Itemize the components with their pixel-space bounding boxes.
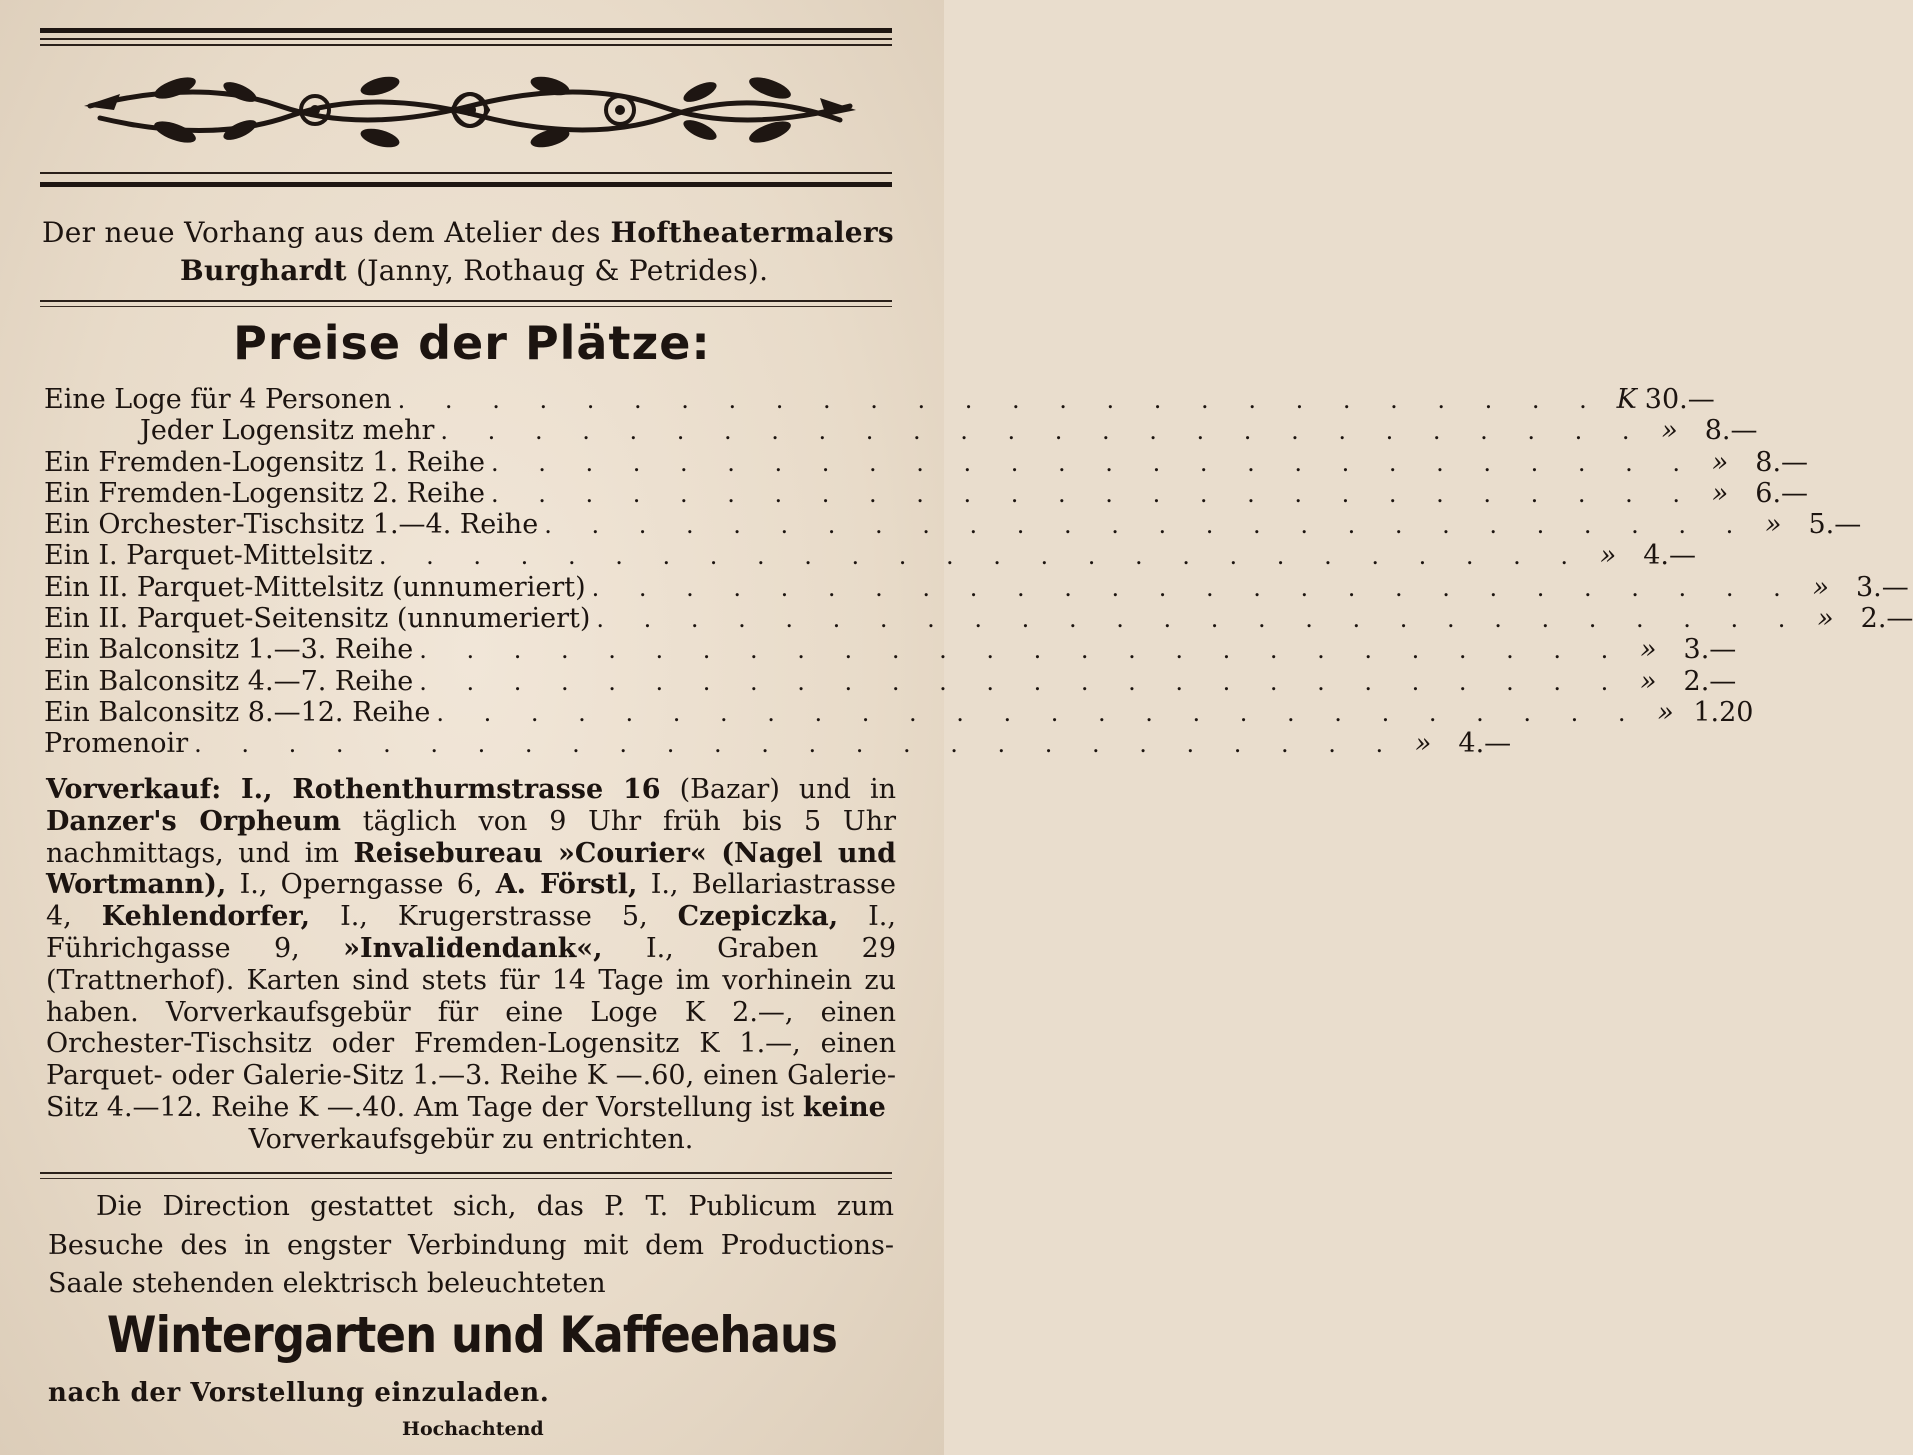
presale-p1: Vorverkauf: I., Rothenthurmstrasse 16 — [46, 774, 661, 805]
lower-rule-1 — [40, 1172, 892, 1174]
price-row — [44, 540, 1696, 572]
curtain-line2-plain: (Janny, Rothaug & Petrides). — [356, 254, 769, 287]
price-label: Ein I. Parquet-Mittelsitz — [44, 540, 373, 572]
leader-dots: . . . . . . . . . . . . . . . . . . . . . . . . . . — [440, 417, 1646, 446]
price-currency: » — [1640, 665, 1657, 697]
price-label: Ein Balconsitz 1.—3. Reihe — [44, 634, 414, 666]
mid-rule-2 — [40, 306, 892, 307]
page-title: Preise der Plätze: — [233, 316, 711, 370]
price-currency: » — [1661, 415, 1678, 447]
price-row — [44, 477, 1809, 509]
price-currency: » — [1657, 696, 1674, 728]
price-currency: K — [1616, 384, 1637, 415]
price-currency: » — [1599, 540, 1617, 572]
price-label: Promenoir — [44, 728, 189, 760]
leader-dots: . . . . . . . . . . . . . . . . . . . . . . . . . . — [591, 573, 1797, 602]
price-value: 4.— — [1643, 540, 1696, 572]
price-currency: » — [1817, 603, 1834, 635]
price-value: 3.— — [1683, 634, 1737, 666]
curtain-line1-plain: Der neue Vorhang aus dem Atelier des — [42, 216, 601, 249]
leader-dots: . . . . . . . . . . . . . . . . . . . . . . . . . . — [544, 511, 1750, 540]
signature: Hochachtend — [402, 1418, 544, 1440]
price-list — [44, 384, 1913, 760]
price-label: Ein Fremden-Logensitz 2. Reihe — [44, 477, 485, 509]
leader-dots: . . . . . . . . . . . . . . . . . . . . . . . . . . — [490, 479, 1697, 508]
price-label: Ein Balconsitz 4.—7. Reihe — [44, 665, 414, 697]
leader-dots: . . . . . . . . . . . . . . . . . . . . . . . . . . — [436, 698, 1642, 727]
price-currency: » — [1711, 446, 1729, 478]
venue-heading: Wintergarten und Kaffeehaus — [106, 1306, 838, 1364]
presale-p17: keine — [802, 1091, 886, 1123]
price-value: 5.— — [1808, 509, 1862, 541]
curtain-line2-bold: Burghardt — [180, 254, 347, 287]
price-row — [44, 509, 1862, 541]
price-row — [44, 446, 1809, 478]
price-value: 3.— — [1855, 571, 1909, 603]
top-rule-2 — [40, 38, 892, 40]
price-value: 2.— — [1683, 665, 1737, 697]
leader-dots: . . . . . . . . . . . . . . . . . . . . . . . . . . — [419, 636, 1625, 665]
price-row — [44, 696, 1754, 728]
presale-p18: Vorverkaufsgebür zu entrichten. — [248, 1123, 694, 1155]
presale-p2: (Bazar) und in — [679, 774, 896, 805]
curtain-line1-bold: Hoftheatermalers — [610, 216, 894, 249]
leader-dots: . . . . . . . . . . . . . . . . . . . . . . . . . . — [490, 448, 1697, 477]
price-label: Ein II. Parquet-Seitensitz (unnumeriert) — [44, 603, 591, 635]
price-currency: » — [1640, 634, 1657, 666]
invitation-text — [48, 1188, 894, 1304]
curtain-credit — [42, 214, 894, 290]
ornament-rule-1 — [40, 172, 892, 174]
leader-dots: . . . . . . . . . . . . . . . . . . . . . . . . . . — [596, 605, 1802, 634]
invitation-closing: nach der Vorstellung einzuladen. — [48, 1378, 550, 1408]
price-value: 8.— — [1704, 415, 1758, 447]
ornament-rule-2 — [40, 182, 892, 187]
top-rule-1 — [40, 28, 892, 33]
leader-dots: . . . . . . . . . . . . . . . . . . . . . . . . . . — [397, 386, 1603, 414]
top-rule-3 — [40, 44, 892, 46]
mid-rule-1 — [40, 300, 892, 302]
price-currency: » — [1711, 477, 1729, 509]
price-row — [44, 634, 1737, 666]
leader-dots: . . . . . . . . . . . . . . . . . . . . . . . . . . — [419, 667, 1625, 696]
presale-info — [46, 774, 896, 1156]
presale-p15: I., Graben 29 (Trattnerhof). — [46, 932, 897, 996]
price-row — [44, 571, 1909, 603]
price-value: 6.— — [1755, 477, 1809, 509]
presale-p12: Czepiczka, — [677, 901, 839, 933]
presale-p9: I., Bellariastrasse 4, — [46, 869, 896, 933]
presale-p13: I., Führichgasse 9, — [46, 901, 896, 964]
presale-p4: täglich von 9 Uhr früh bis 5 Uhr nachmittags, und im — [46, 805, 896, 869]
price-row — [44, 415, 1758, 447]
floral-ornament-icon — [80, 58, 860, 168]
price-value: 8.— — [1755, 446, 1809, 478]
presale-p14: »Invalidendank«, — [343, 932, 603, 964]
price-value: 4.— — [1458, 728, 1512, 760]
price-value: 30.— — [1644, 384, 1715, 415]
invitation-paragraph: Die Direction gestattet sich, das P. T. Publicum zum Besuche des in engster Verbindung mit dem Productions-Saale stehenden elektrisch beleuchteten — [48, 1191, 894, 1299]
presale-p5: Reisebureau »Courier« — [353, 837, 707, 869]
price-row — [44, 384, 1715, 415]
presale-p16: Karten sind stets für 14 Tage im vorhinein zu haben. Vorverkaufsgebür für eine Loge K 2.—, einen Orchester-Tischsitz oder Fremden-Logensitz K 1.—, einen Parquet- oder Galerie-Sitz 1.—3. Reihe K —.60, einen Galerie-Sitz 4.—12. Reihe K —.40. Am Tage der Vorstellung ist — [46, 964, 896, 1123]
price-label: Ein Orchester-Tischsitz 1.—4. Reihe — [44, 509, 539, 541]
presale-p8: A. Förstl, — [495, 869, 638, 901]
price-label: Jeder Logensitz mehr — [140, 415, 435, 447]
price-label: Ein Fremden-Logensitz 1. Reihe — [44, 446, 485, 478]
price-label: Eine Loge für 4 Personen — [44, 384, 392, 415]
presale-p6: (Nagel und Wortmann), — [46, 837, 896, 901]
lower-rule-2 — [40, 1178, 892, 1179]
presale-p7: I., Operngasse 6, — [239, 869, 483, 901]
price-row — [44, 665, 1737, 697]
presale-p3: Danzer's Orpheum — [46, 805, 341, 837]
price-currency: » — [1414, 728, 1432, 760]
price-label: Ein II. Parquet-Mittelsitz (unnumeriert) — [44, 571, 586, 603]
presale-p11: I., Krugerstrasse 5, — [340, 901, 648, 933]
price-value: 2.— — [1860, 603, 1913, 635]
price-currency: » — [1812, 571, 1829, 603]
price-value: 1.20 — [1693, 696, 1754, 728]
price-row — [44, 603, 1913, 635]
price-row — [44, 728, 1512, 760]
price-currency: » — [1765, 509, 1782, 541]
price-label: Ein Balconsitz 8.—12. Reihe — [44, 696, 431, 728]
leader-dots: . . . . . . . . . . . . . . . . . . . . . . . . . . — [194, 730, 1400, 759]
leader-dots: . . . . . . . . . . . . . . . . . . . . . . . . . . — [378, 542, 1584, 571]
presale-p10: Kehlendorfer, — [101, 901, 311, 933]
